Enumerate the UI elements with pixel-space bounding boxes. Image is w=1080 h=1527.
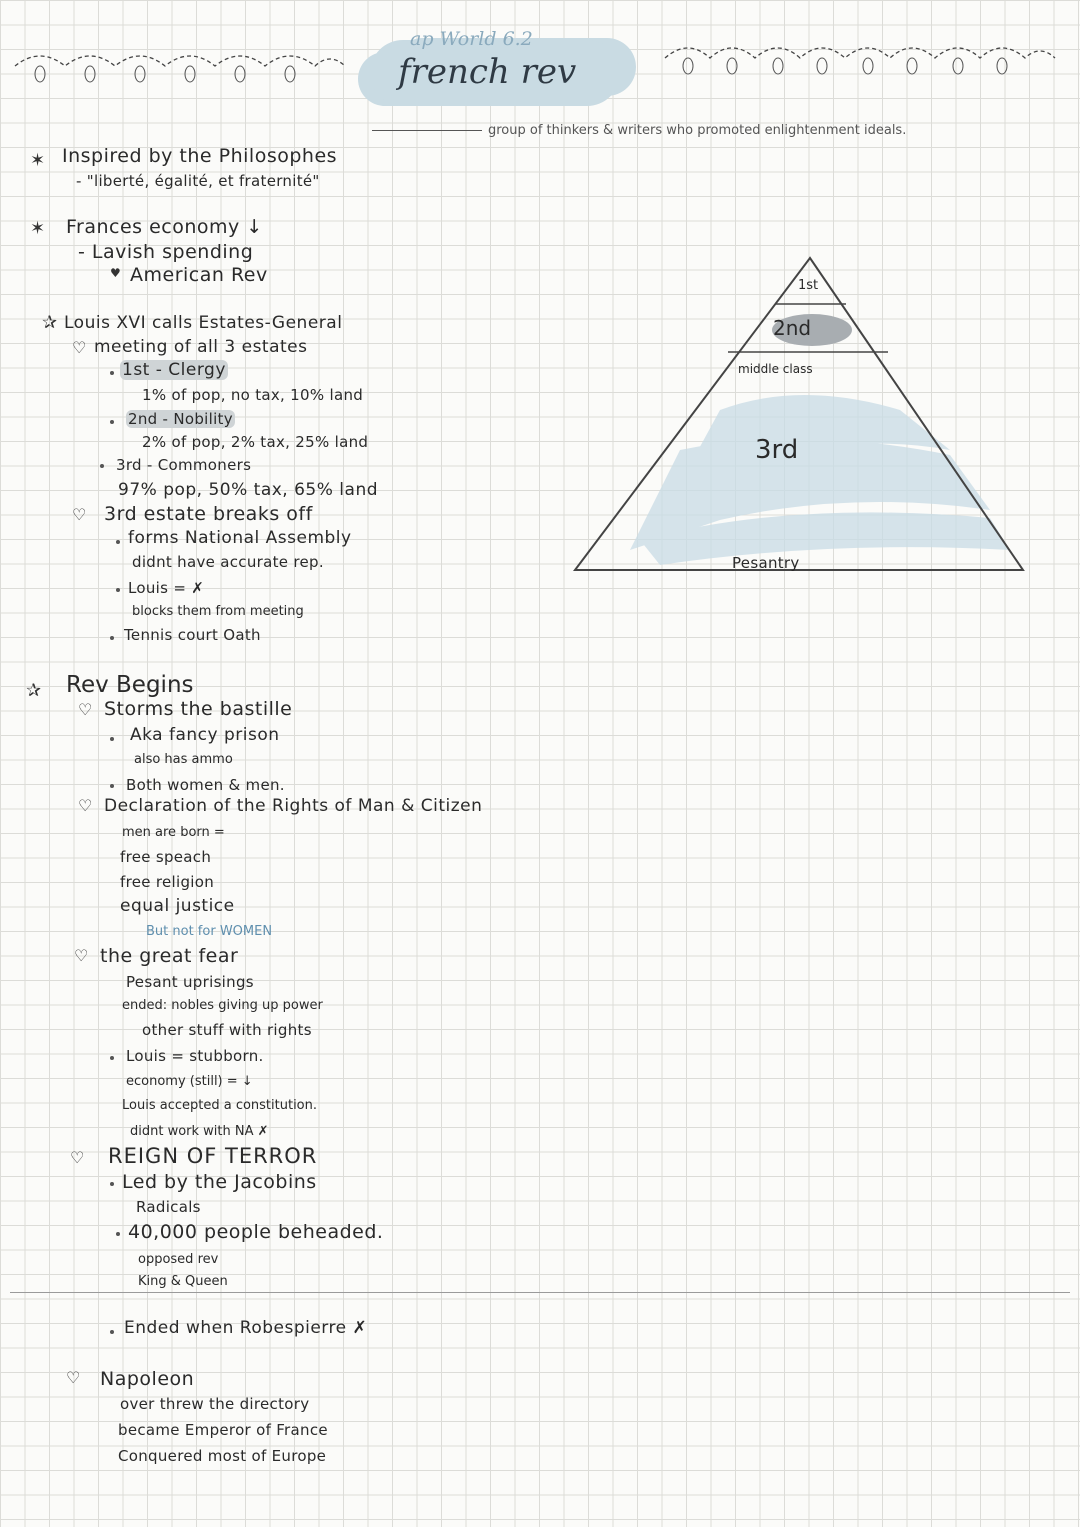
fear-item-constitution: Louis accepted a constitution. xyxy=(122,1098,318,1113)
fear-item-stubborn: Louis = stubborn. xyxy=(126,1047,264,1065)
declaration-note-women: But not for WOMEN xyxy=(146,924,273,939)
bullet-dot xyxy=(116,1232,120,1236)
heart-bullet-icon: ♡ xyxy=(78,796,93,815)
economy-item-american-rev: American Rev xyxy=(130,264,268,286)
page-title: french rev xyxy=(398,52,577,92)
star-icon: ✰ xyxy=(42,312,58,333)
first-estate: 1st - Clergy xyxy=(122,360,226,380)
third-estate-detail: 97% pop, 50% tax, 65% land xyxy=(118,480,379,500)
star-icon: ✶ xyxy=(30,218,46,239)
second-estate-detail: 2% of pop, 2% tax, 25% land xyxy=(142,433,369,451)
tennis-court-oath: Tennis court Oath xyxy=(124,626,261,644)
bastille-aka: Aka fancy prison xyxy=(130,725,280,745)
inspired-motto: - "liberté, égalité, et fraternité" xyxy=(76,172,320,190)
terror-item-ended: Ended when Robespierre ✗ xyxy=(124,1318,368,1338)
bullet-dot xyxy=(110,420,114,424)
napoleon-item-europe: Conquered most of Europe xyxy=(118,1447,327,1465)
scallop-border-left-icon xyxy=(10,48,350,98)
fear-item-uprisings: Pesant uprisings xyxy=(126,973,254,991)
bullet-dot xyxy=(110,636,114,640)
pointer-line xyxy=(372,130,482,131)
economy-heading: Frances economy ↓ xyxy=(66,216,263,238)
rev-begins-heading: Rev Begins xyxy=(66,672,194,698)
forms-assembly: forms National Assembly xyxy=(128,528,352,548)
fear-item-nobles-detail: other stuff with rights xyxy=(142,1021,312,1039)
terror-item-opposed: opposed rev xyxy=(138,1252,219,1267)
great-fear-heading: the great fear xyxy=(100,945,239,967)
pyramid-third: 3rd xyxy=(755,435,799,465)
page-subtitle: ap World 6.2 xyxy=(410,28,533,50)
pyramid-first: 1st xyxy=(798,278,819,293)
declaration-item-speech: free speach xyxy=(120,848,212,866)
heart-bullet-icon: ♡ xyxy=(72,338,87,357)
fear-item-economy: economy (still) = ↓ xyxy=(126,1074,253,1089)
bullet-dot xyxy=(100,464,104,468)
star-icon: ✰ xyxy=(26,680,42,701)
third-estate: 3rd - Commoners xyxy=(116,456,252,474)
both-women-men: Both women & men. xyxy=(126,776,285,794)
heart-bullet-icon: ♡ xyxy=(72,505,87,524)
terror-item-king-queen: King & Queen xyxy=(138,1274,228,1289)
napoleon-heading: Napoleon xyxy=(100,1368,195,1390)
declaration-item-religion: free religion xyxy=(120,873,215,891)
third-estate-breaks: 3rd estate breaks off xyxy=(104,503,313,525)
declaration-heading: Declaration of the Rights of Man & Citizen xyxy=(104,796,483,816)
terror-item-jacobins: Led by the Jacobins xyxy=(122,1171,317,1193)
bullet-dot xyxy=(116,540,120,544)
philosophes-note: group of thinkers & writers who promoted enlightenment ideals. xyxy=(488,123,907,138)
scallop-border-right-icon xyxy=(660,40,1060,90)
bullet-dot xyxy=(110,1330,114,1334)
storms-bastille: Storms the bastille xyxy=(104,698,293,720)
heart-bullet-icon: ♡ xyxy=(70,1148,85,1167)
star-icon: ✶ xyxy=(30,150,46,171)
louis-reaction: Louis = ✗ xyxy=(128,579,205,597)
bullet-dot xyxy=(110,737,114,741)
louis-reaction-detail: blocks them from meeting xyxy=(132,604,304,619)
social-pyramid-diagram xyxy=(570,250,1030,580)
second-estate: 2nd - Nobility xyxy=(128,410,233,428)
heart-bullet-icon: ♡ xyxy=(78,700,93,719)
pyramid-second: 2nd xyxy=(773,316,812,340)
reign-of-terror-heading: REIGN OF TERROR xyxy=(108,1144,318,1168)
heart-bullet-icon: ♥ xyxy=(110,266,121,280)
first-estate-detail: 1% of pop, no tax, 10% land xyxy=(142,386,364,404)
inspired-heading: Inspired by the Philosophes xyxy=(62,145,338,167)
economy-item-spending: - Lavish spending xyxy=(78,241,254,263)
declaration-item-born-equal: men are born = xyxy=(122,825,225,840)
bastille-ammo: also has ammo xyxy=(134,752,233,767)
heart-bullet-icon: ♡ xyxy=(66,1368,81,1387)
bullet-dot xyxy=(110,371,114,375)
fear-item-constitution-detail: didnt work with NA ✗ xyxy=(130,1124,269,1139)
napoleon-item-directory: over threw the directory xyxy=(120,1395,310,1413)
terror-item-radicals: Radicals xyxy=(136,1198,201,1216)
page-divider xyxy=(10,1292,1070,1293)
heart-bullet-icon: ♡ xyxy=(74,946,89,965)
bullet-dot xyxy=(116,588,120,592)
declaration-item-justice: equal justice xyxy=(120,896,235,916)
napoleon-item-emperor: became Emperor of France xyxy=(118,1421,328,1439)
fear-item-nobles: ended: nobles giving up power xyxy=(122,998,323,1013)
pyramid-base: Pesantry xyxy=(732,554,800,572)
estates-meeting: meeting of all 3 estates xyxy=(94,337,308,357)
bullet-dot xyxy=(110,784,114,788)
estates-heading: Louis XVI calls Estates-General xyxy=(64,313,343,333)
bullet-dot xyxy=(110,1056,114,1060)
bullet-dot xyxy=(110,1182,114,1186)
forms-assembly-detail: didnt have accurate rep. xyxy=(132,553,324,571)
pyramid-middle-class: middle class xyxy=(738,362,813,376)
terror-item-beheaded: 40,000 people beheaded. xyxy=(128,1221,384,1243)
